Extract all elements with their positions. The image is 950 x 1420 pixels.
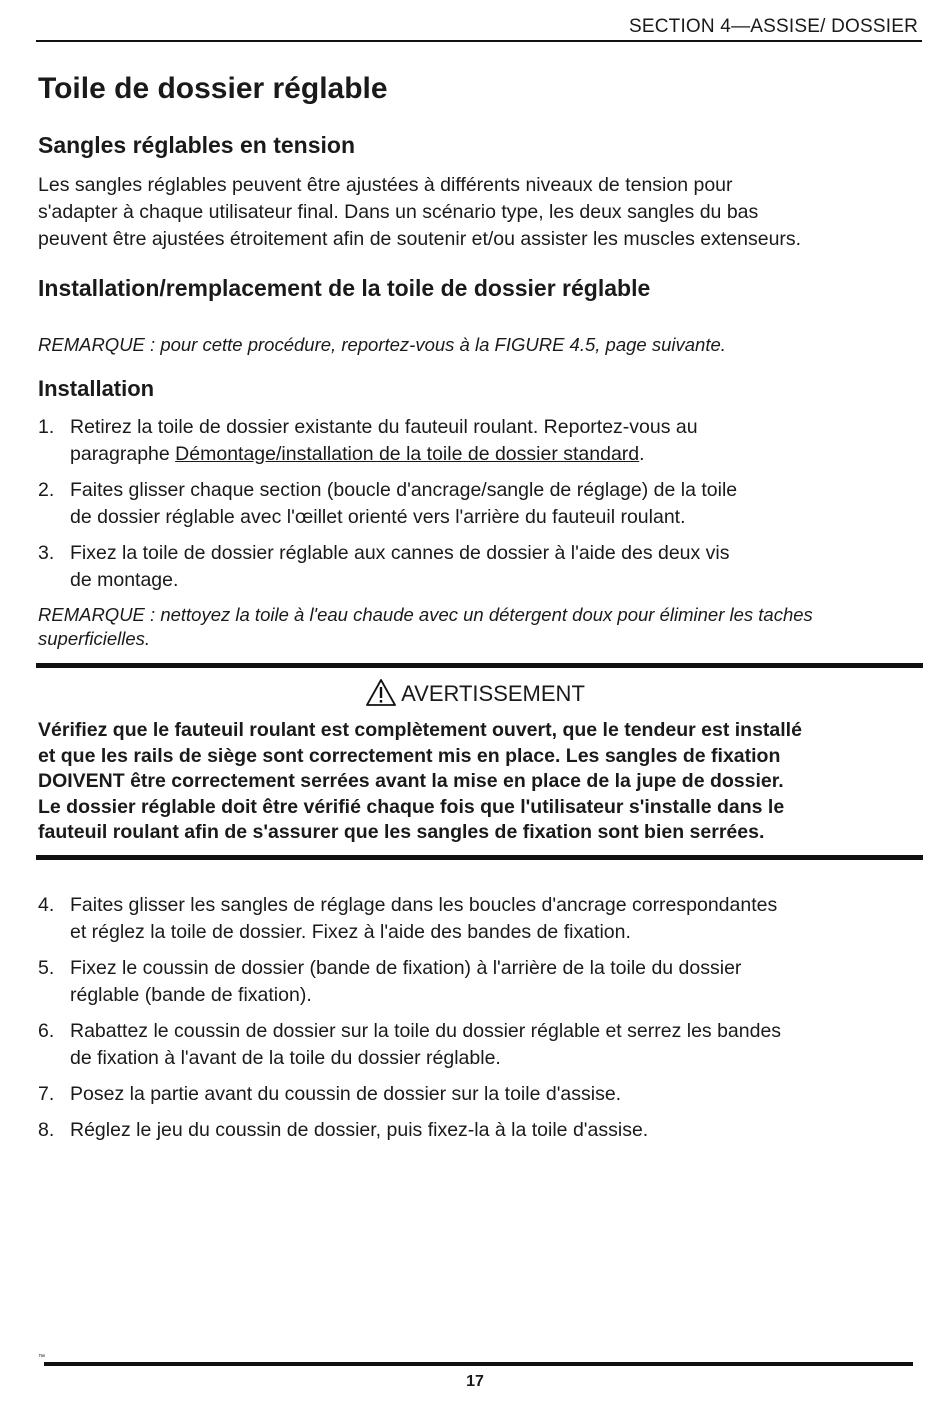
- footer-rule: [44, 1362, 913, 1366]
- warning-top-rule: [36, 663, 923, 668]
- step-number: 7.: [38, 1083, 55, 1105]
- step-5: [38, 955, 918, 1009]
- step-line: Fixez la toile de dossier réglable aux cannes de dossier à l'aide des deux vis: [70, 542, 730, 564]
- warning-bottom-rule: [36, 855, 923, 860]
- page-number: 17: [466, 1373, 484, 1390]
- warning-text: [38, 718, 918, 846]
- step-number: 6.: [38, 1020, 55, 1042]
- step-line-prefix: paragraphe: [70, 443, 176, 465]
- warning-line: et que les rails de siège sont correctement mis en place. Les sangles de fixation: [38, 744, 781, 767]
- step-line: et réglez la toile de dossier. Fixez à l'aide des bandes de fixation.: [70, 921, 631, 943]
- note-line: superficielles.: [38, 628, 151, 649]
- warning-label: AVERTISSEMENT: [401, 681, 585, 706]
- cleaning-note: [38, 603, 918, 651]
- section-heading-tension: Sangles réglables en tension: [38, 132, 355, 158]
- trademark-symbol: ™: [38, 1354, 45, 1361]
- step-number: 3.: [38, 542, 55, 564]
- warning-line: Le dossier réglable doit être vérifié chaque fois que l'utilisateur s'installe dans le: [38, 795, 785, 818]
- step-4: [38, 892, 918, 946]
- step-number: 2.: [38, 479, 55, 501]
- step-8: [38, 1117, 918, 1144]
- step-line: Rabattez le coussin de dossier sur la toile du dossier réglable et serrez les bandes: [70, 1020, 782, 1042]
- step-line: Fixez le coussin de dossier (bande de fixation) à l'arrière de la toile du dossier: [70, 957, 742, 979]
- step-line: Retirez la toile de dossier existante du fauteuil roulant. Reportez-vous au: [70, 416, 698, 438]
- warning-triangle-icon: [365, 678, 397, 707]
- step-number: 1.: [38, 416, 55, 438]
- paragraph-line: peuvent être ajustées étroitement afin de soutenir et/ou assister les muscles extenseurs.: [38, 228, 802, 250]
- warning-line: fauteuil roulant afin de s'assurer que les sangles de fixation sont bien serrées.: [38, 821, 765, 843]
- cross-reference-link[interactable]: Démontage/installation de la toile de dossier standard: [175, 443, 640, 465]
- warning-heading: [0, 678, 950, 707]
- page-header: [36, 14, 922, 42]
- step-line: réglable (bande de fixation).: [70, 984, 312, 1006]
- page-title: Toile de dossier réglable: [38, 72, 388, 105]
- step-3: [38, 540, 918, 594]
- step-line: Posez la partie avant du coussin de dossier sur la toile d'assise.: [70, 1083, 622, 1105]
- step-2: [38, 477, 918, 531]
- step-line: Réglez le jeu du coussin de dossier, puis fixez-la à la toile d'assise.: [70, 1119, 649, 1141]
- step-line-suffix: .: [639, 443, 645, 465]
- step-number: 8.: [38, 1119, 55, 1141]
- section-heading-installation-replacement: Installation/remplacement de la toile de dossier réglable: [38, 275, 651, 301]
- step-line: de dossier réglable avec l'œillet orienté vers l'arrière du fauteuil roulant.: [70, 506, 686, 528]
- step-number: 4.: [38, 894, 55, 916]
- warning-line: DOIVENT être correctement serrées avant la mise en place de la jupe de dossier.: [38, 770, 784, 792]
- step-line: de fixation à l'avant de la toile du dossier réglable.: [70, 1047, 501, 1069]
- step-1: [38, 414, 918, 468]
- step-number: 5.: [38, 957, 55, 979]
- installation-heading: Installation: [38, 376, 155, 401]
- paragraph-line: s'adapter à chaque utilisateur final. Dans un scénario type, les deux sangles du bas: [38, 201, 759, 223]
- step-6: [38, 1018, 918, 1072]
- step-line: Faites glisser chaque section (boucle d'ancrage/sangle de réglage) de la toile: [70, 479, 738, 501]
- tension-paragraph: [38, 172, 918, 253]
- figure-note: REMARQUE : pour cette procédure, reportez-vous à la FIGURE 4.5, page suivante.: [38, 334, 726, 355]
- paragraph-line: Les sangles réglables peuvent être ajustées à différents niveaux de tension pour: [38, 174, 733, 196]
- step-line: de montage.: [70, 569, 179, 591]
- step-line: Faites glisser les sangles de réglage dans les boucles d'ancrage correspondantes: [70, 894, 778, 916]
- step-7: [38, 1081, 918, 1108]
- section-label: SECTION 4—ASSISE/ DOSSIER: [628, 16, 918, 37]
- warning-line: Vérifiez que le fauteuil roulant est complètement ouvert, que le tendeur est installé: [38, 719, 802, 741]
- note-line: REMARQUE : nettoyez la toile à l'eau chaude avec un détergent doux pour éliminer les taches: [38, 604, 813, 625]
